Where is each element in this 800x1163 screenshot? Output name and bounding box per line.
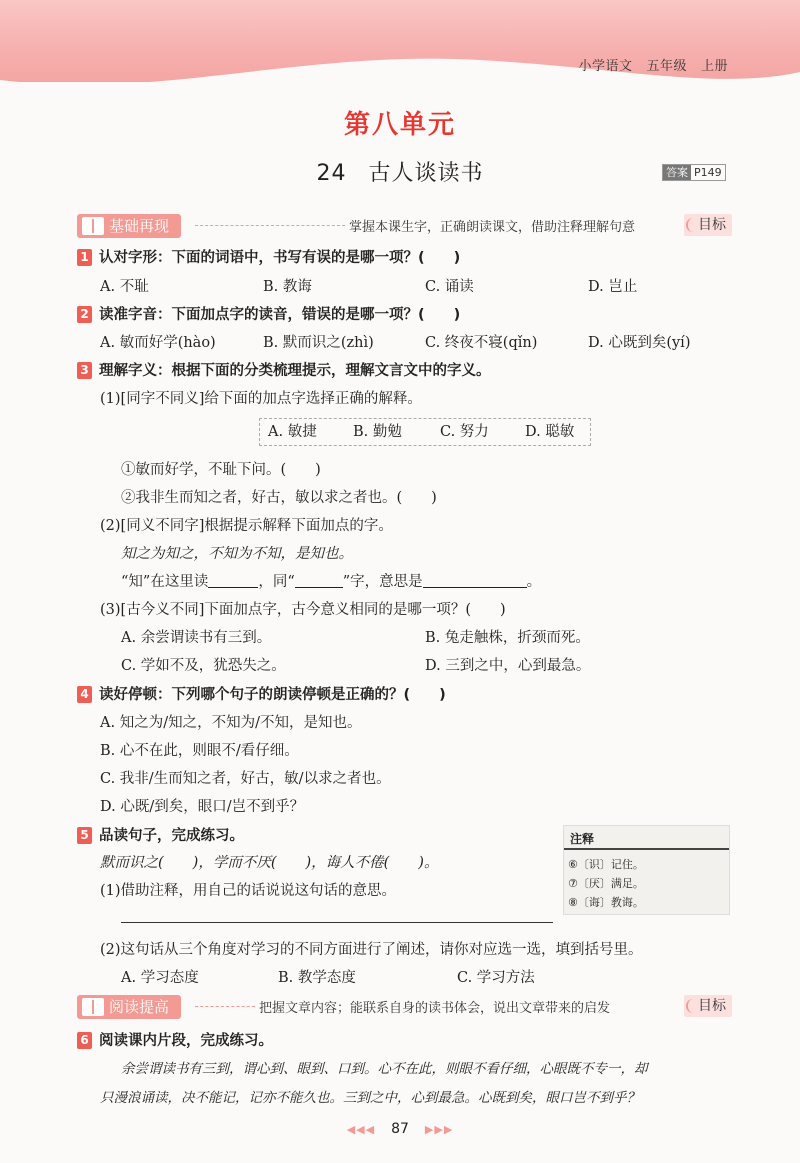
- q4-option-d: D. 心既/到矣，眼口/岂不到乎？: [100, 799, 305, 815]
- question-number-badge: 5: [77, 827, 92, 844]
- question-6-stem: [77, 1029, 273, 1050]
- lesson-number: 24: [316, 161, 347, 186]
- section-header-reading: [77, 995, 732, 1021]
- page-number: 87: [391, 1121, 409, 1137]
- q3-part3-option-b: B. 兔走触株，折颈而死。: [425, 630, 590, 646]
- fill-blank-meaning[interactable]: [423, 572, 527, 588]
- section-description: 把握文章内容；能联系自身的读书体会，说出文章带来的启发: [259, 1001, 611, 1016]
- q3-part2-quote: 知之为知之，不知为不知，是知也。: [121, 546, 353, 562]
- question-number-badge: 2: [77, 306, 92, 323]
- q4-option-a: A. 知之为/知之，不知为/不知，是知也。: [100, 715, 362, 731]
- question-number-badge: 4: [77, 686, 92, 703]
- q4-option-b: B. 心不在此，则眼不/看仔细。: [100, 743, 299, 759]
- section-title: 基础再现: [109, 217, 170, 235]
- question-number-badge: 1: [77, 249, 92, 266]
- goal-tag: 目标: [684, 214, 732, 236]
- q4-option-c: C. 我非/生而知之者，好古，敏/以求之者也。: [100, 771, 391, 787]
- section-badge: [77, 214, 181, 238]
- grade-label: [564, 55, 728, 74]
- goal-tag: 目标: [684, 995, 732, 1017]
- question-text: 认对字形：下面的词语中，书写有误的是哪一项？( ): [99, 250, 461, 266]
- section-badge: [77, 995, 181, 1019]
- section-header-basics: [77, 214, 732, 240]
- book-icon: [82, 217, 104, 235]
- q3-box-b: B. 勤勉: [353, 424, 402, 440]
- q3-part3-option-d: D. 三到之中，心到最急。: [425, 658, 591, 674]
- prev-arrows-icon: ◀◀◀: [346, 1123, 376, 1136]
- section-description: 掌握本课生字，正确朗读课文，借助注释理解句意: [349, 220, 636, 235]
- q3-box-a: A. 敏捷: [268, 424, 317, 440]
- fill-text-2: ，同“: [258, 574, 295, 590]
- q3-box-d: D. 聪敏: [525, 424, 575, 440]
- q5-part1: (1)借助注释，用自己的话说说这句话的意思。: [100, 883, 397, 899]
- q6-passage-line-2: 只漫浪诵读，决不能记，记亦不能久也。三到之中，心到最急。心既到矣，眼口岂不到乎？: [100, 1090, 640, 1106]
- grade-text: 五年级: [646, 59, 687, 74]
- q5-option-a: A. 学习态度: [121, 970, 199, 986]
- q3-part1-item1: ①敏而好学，不耻下问。( ): [121, 462, 321, 478]
- annotation-title: 注释: [570, 832, 595, 846]
- fill-text-1: “知”在这里读: [121, 574, 209, 590]
- annotation-panel: [563, 825, 730, 915]
- answer-reference: [662, 164, 726, 181]
- q5-option-c: C. 学习方法: [457, 970, 535, 986]
- q2-option-b: B. 默而识之(zhì): [263, 335, 374, 351]
- question-3-stem: [77, 359, 491, 380]
- annotation-item: ⑧〔诲〕教诲。: [568, 896, 644, 909]
- book-icon: [82, 998, 104, 1016]
- dashed-divider: [195, 1006, 255, 1007]
- q3-box-c: C. 努力: [440, 424, 489, 440]
- question-text: 读准字音：下面加点字的读音，错误的是哪一项？( ): [99, 307, 461, 323]
- subject-label: 小学语文: [578, 59, 633, 74]
- q5-sentence: 默而识之( )，学而不厌( )，诲人不倦( )。: [100, 855, 439, 871]
- q1-option-c: C. 诵读: [425, 279, 474, 295]
- question-text: 读好停顿：下列哪个句子的朗读停顿是正确的？( ): [99, 687, 446, 703]
- question-2-stem: [77, 303, 460, 324]
- q5-part2: (2)这句话从三个角度对学习的不同方面进行了阐述，请你对应选一选，填到括号里。: [100, 942, 643, 958]
- q3-part1-item2: ②我非生而知之者，好古，敏以求之者也。( ): [121, 490, 437, 506]
- question-text: 品读句子，完成练习。: [99, 828, 244, 844]
- next-arrows-icon: ▶▶▶: [424, 1123, 454, 1136]
- annotation-item: ⑥〔识〕记住。: [568, 858, 644, 871]
- q3-part1: (1)[同字不同义]给下面的加点字选择正确的解释。: [100, 391, 422, 407]
- q2-option-a: A. 敏而好学(hào): [100, 335, 216, 351]
- q2-option-d: D. 心既到矣(yí): [588, 335, 691, 351]
- q3-part3-option-a: A. 余尝谓读书有三到。: [121, 630, 272, 646]
- question-4-stem: [77, 683, 446, 704]
- fill-text-3: ”字，意思是: [342, 574, 423, 590]
- q3-part3: (3)[古今义不同]下面加点字，古今意义相同的是哪一项？( ): [100, 602, 506, 618]
- unit-title: 第八单元: [343, 110, 456, 140]
- q3-choice-box: [259, 418, 591, 446]
- question-text: 理解字义：根据下面的分类梳理提示，理解文言文中的字义。: [99, 363, 491, 379]
- question-1-stem: [77, 246, 460, 267]
- answer-label: 答案: [663, 165, 691, 180]
- q1-option-b: B. 教诲: [263, 279, 312, 295]
- q2-option-c: C. 终夜不寝(qǐn): [425, 335, 538, 351]
- section-title: 阅读提高: [109, 998, 170, 1016]
- answer-page: P149: [694, 166, 722, 179]
- q3-part2: (2)[同义不同字]根据提示解释下面加点的字。: [100, 518, 393, 534]
- page-footer: [0, 1121, 800, 1137]
- question-number-badge: 3: [77, 362, 92, 379]
- q3-part3-option-c: C. 学如不及，犹恐失之。: [121, 658, 286, 674]
- q1-option-d: D. 岂止: [588, 279, 638, 295]
- lesson-name: 古人谈读书: [368, 161, 484, 186]
- annotation-item: ⑦〔厌〕满足。: [568, 877, 644, 890]
- q5-option-b: B. 教学态度: [278, 970, 356, 986]
- q3-part2-fill: [121, 570, 541, 591]
- volume-text: 上册: [700, 59, 728, 74]
- question-text: 阅读课内片段，完成练习。: [99, 1033, 273, 1049]
- q6-passage-line-1: 余尝谓读书有三到，谓心到、眼到、口到。心不在此，则眼不看仔细，心眼既不专一，却: [121, 1061, 648, 1077]
- question-5-stem: [77, 824, 244, 845]
- fill-blank-reading[interactable]: [208, 572, 258, 588]
- fill-blank-character[interactable]: [295, 572, 343, 588]
- fill-text-4: 。: [526, 574, 542, 590]
- q5-answer-line[interactable]: [121, 922, 553, 923]
- dashed-divider: [195, 225, 345, 226]
- annotation-divider: [564, 848, 729, 850]
- q1-option-a: A. 不耻: [100, 279, 149, 295]
- question-number-badge: 6: [77, 1032, 92, 1049]
